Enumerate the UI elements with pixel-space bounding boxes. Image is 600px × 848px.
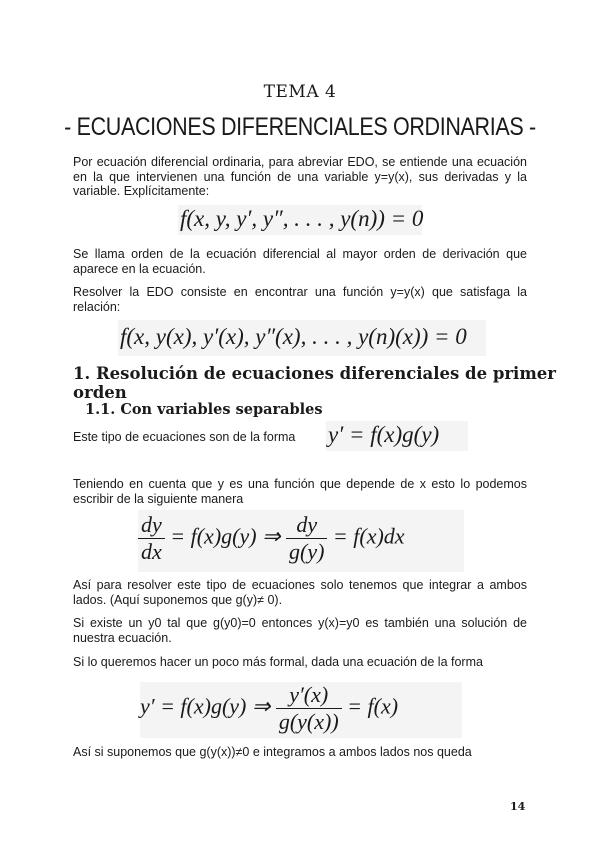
equation-separable <box>326 421 468 451</box>
equation-formal <box>140 682 462 738</box>
tema-label: TEMA 4 <box>263 82 337 102</box>
equation-separation <box>138 510 464 572</box>
equation-edo-solution-text: f(x, y(x), y′(x), y″(x), . . . , y(n)(x)) = 0 <box>120 324 467 349</box>
equation-separation-text: $\frac{dy}{dx}$ = f(x)g(y) ⇒ $\frac{dy}{g(y)}$ = f(x)dx <box>138 512 405 565</box>
paragraph-order: Se llama orden de la ecuación diferencial al mayor orden de derivación que aparece en la ecuación. <box>73 247 527 276</box>
paragraph-solve: Resolver la EDO consiste en encontrar una función y=y(x) que satisfaga la relación: <box>73 285 527 314</box>
paragraph-formal: Si lo queremos hacer un poco más formal, dada una ecuación de la forma <box>73 655 483 669</box>
paragraph-constant-solution: Si existe un y0 tal que g(y0)=0 entonces y(x)=y0 es también una solución de nuestra ecuación. <box>73 616 527 645</box>
equation-separable-text: y′ = f(x)g(y) <box>328 422 440 447</box>
paragraph-dependence: Teniendo en cuenta que y es una función que depende de x esto lo podemos escribir de la siguiente manera <box>73 477 527 506</box>
chapter-title: - ECUACIONES DIFERENCIALES ORDINARIAS - <box>64 113 536 141</box>
paragraph-form: Este tipo de ecuaciones son de la forma <box>73 430 296 444</box>
paragraph-integrate: Así para resolver este tipo de ecuaciones solo tenemos que integrar a ambos lados. (Aquí suponemos que g(y)≠ 0). <box>73 578 527 607</box>
equation-formal-text: y′ = f(x)g(y) ⇒ $\frac{y'(x)}{g(y(x))}$ = f(x) <box>140 682 399 734</box>
paragraph-edo-definition: Por ecuación diferencial ordinaria, para abreviar EDO, se entiende una ecuación en la que intervienen una función de una variable y=y(x), sus derivadas y la variable. Explícitamente: <box>73 155 527 198</box>
equation-edo-solution <box>118 320 486 356</box>
equation-edo-general <box>178 205 422 235</box>
paragraph-conclusion: Así si suponemos que g(y(x))≠0 e integramos a ambos lados nos queda <box>73 745 472 759</box>
subsection-heading: 1.1. Con variables separables <box>85 401 323 418</box>
equation-edo-general-text: f(x, y, y′, y″, . . . , y(n)) = 0 <box>180 206 424 231</box>
page-number: 14 <box>510 800 526 813</box>
section-heading: 1. Resolución de ecuaciones diferenciales de primer orden <box>73 364 556 402</box>
